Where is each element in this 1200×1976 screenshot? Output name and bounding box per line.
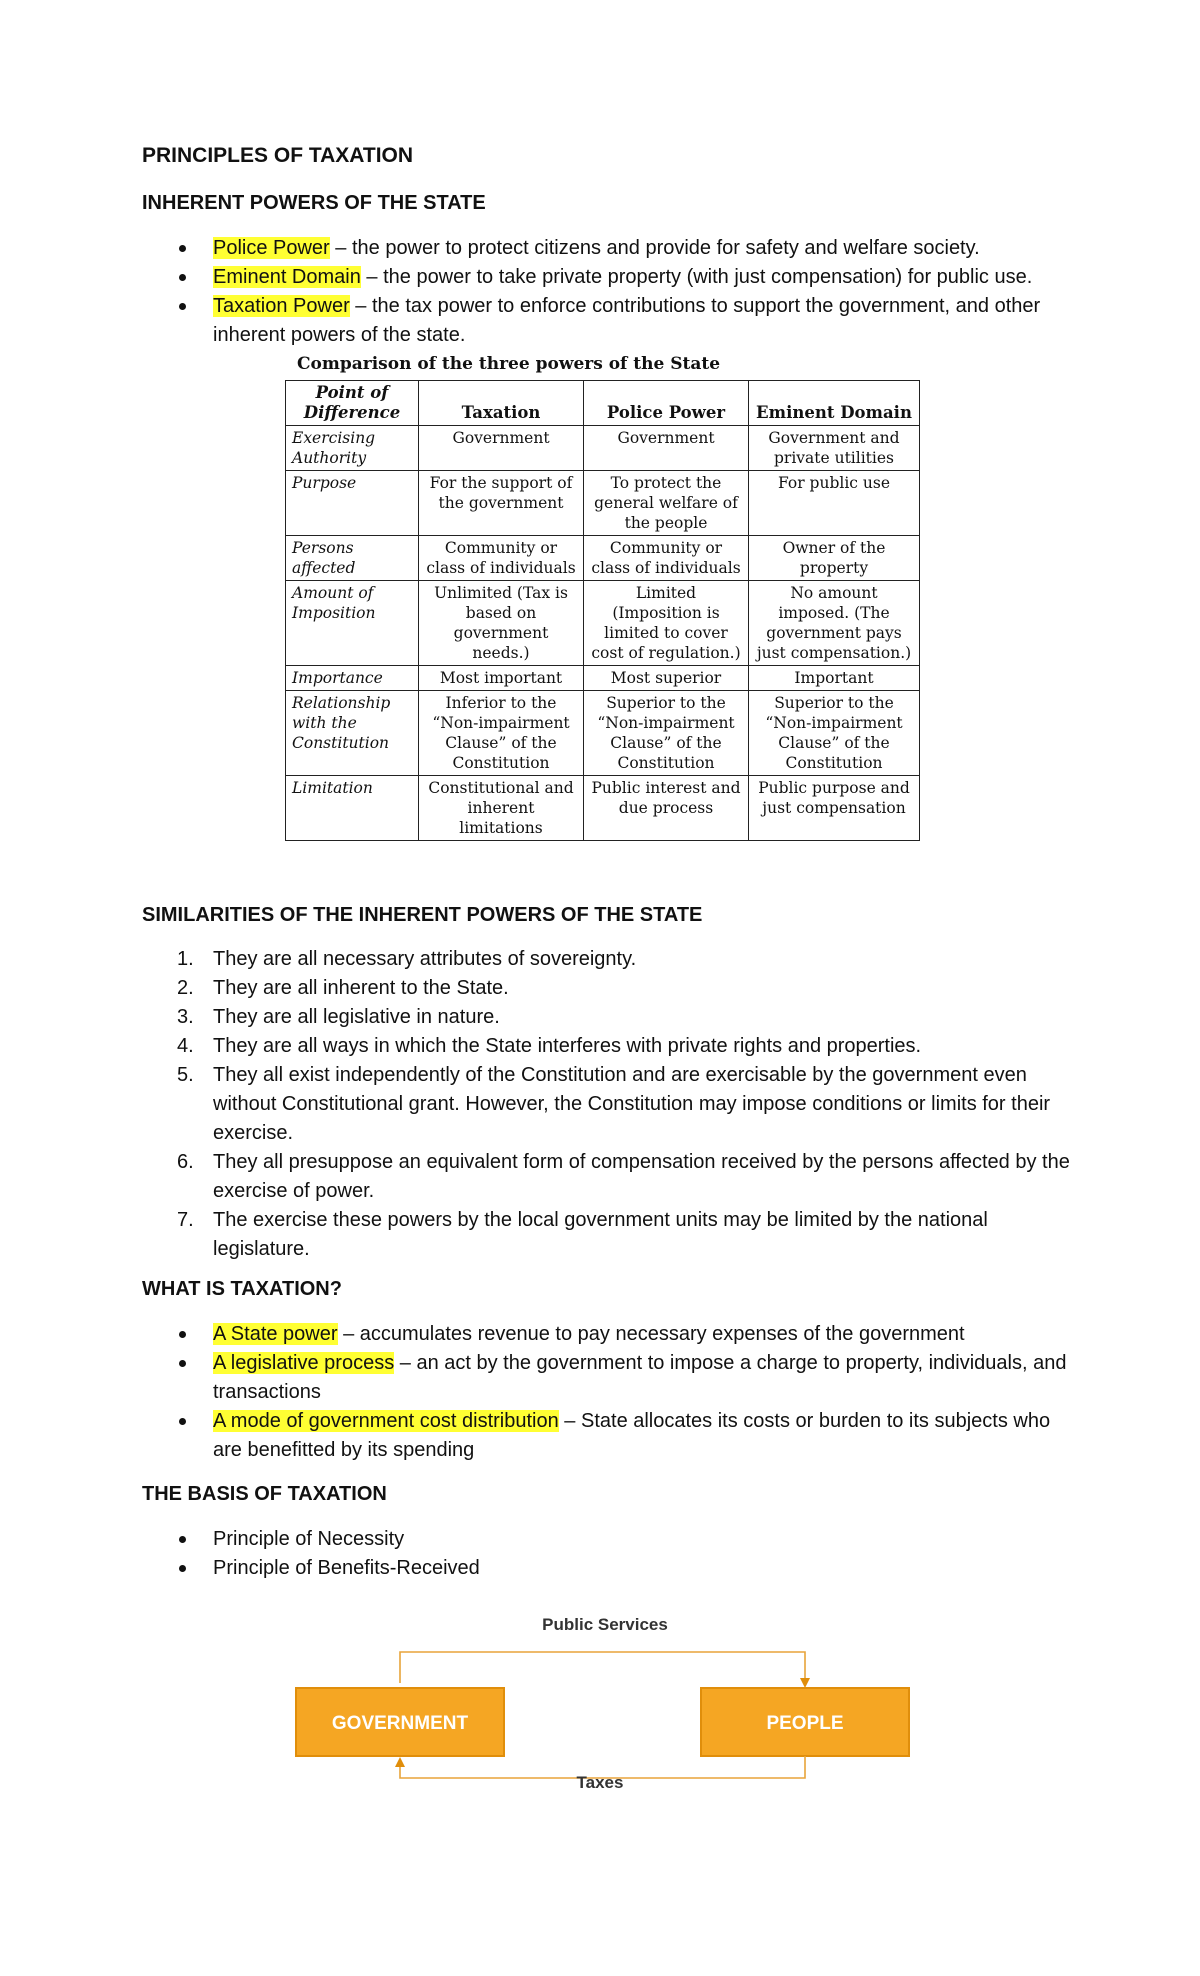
list-number: 6. <box>177 1151 194 1173</box>
column-header: Taxation <box>419 381 584 426</box>
table-cell: Superior to the “Non-impairment Clause” of the Constitution <box>584 691 749 776</box>
section-heading-what-is-taxation: WHAT IS TAXATION? <box>142 1278 342 1300</box>
table-cell: Important <box>749 666 920 691</box>
table-caption: Comparison of the three powers of the State <box>297 354 721 374</box>
flow-diagram-svg <box>285 1610 925 1790</box>
table-cell: Public purpose and just compensation <box>749 776 920 841</box>
list-number: 7. <box>177 1209 194 1231</box>
row-label: Relationship with the Constitution <box>286 691 419 776</box>
term-description: – State allocates its costs or burden to its subjects who are benefitted by its spending <box>213 1410 1051 1461</box>
column-header: Police Power <box>584 381 749 426</box>
row-label: Limitation <box>286 776 419 841</box>
table-cell: Government and private utilities <box>749 426 920 471</box>
basis-list <box>142 1525 1082 1583</box>
comparison-table-figure <box>285 354 925 841</box>
section-heading-inherent-powers: INHERENT POWERS OF THE STATE <box>142 192 486 214</box>
table-cell: For public use <box>749 471 920 536</box>
term-description: – the tax power to enforce contributions to support the government, and other inherent powers of the state. <box>213 295 1041 346</box>
list-item-text: They are all legislative in nature. <box>213 1006 500 1028</box>
list-item-text: They are all necessary attributes of sovereignty. <box>213 948 637 970</box>
arrow-head-icon <box>800 1678 810 1688</box>
term-description: – accumulates revenue to pay necessary expenses of the government <box>337 1323 965 1345</box>
table-cell: Public interest and due process <box>584 776 749 841</box>
page-title: PRINCIPLES OF TAXATION <box>142 144 414 167</box>
list-item <box>142 234 1082 263</box>
bullet-icon <box>179 1360 186 1367</box>
list-number: 1. <box>177 948 194 970</box>
list-item-text: The exercise these powers by the local government units may be limited by the national legislature. <box>213 1209 988 1260</box>
section-heading-similarities: SIMILARITIES OF THE INHERENT POWERS OF THE STATE <box>142 904 703 926</box>
highlighted-term: A mode of government cost distribution <box>213 1410 559 1432</box>
list-item <box>142 945 1082 974</box>
table-cell: Community or class of individuals <box>584 536 749 581</box>
list-item <box>142 974 1082 1003</box>
term-description: – the power to protect citizens and provide for safety and welfare society. <box>329 237 980 259</box>
list-item <box>142 1525 1082 1554</box>
highlighted-term: A State power <box>213 1323 338 1345</box>
table-row <box>286 471 920 536</box>
table-row <box>286 426 920 471</box>
list-item <box>142 1320 1082 1349</box>
row-label: Exercising Authority <box>286 426 419 471</box>
government-box-label: GOVERNMENT <box>331 1713 469 1734</box>
public-services-arrow-line <box>400 1652 805 1683</box>
bullet-icon <box>179 274 186 281</box>
list-number: 2. <box>177 977 194 999</box>
table-cell: Constitutional and inherent limitations <box>419 776 584 841</box>
table-row <box>286 536 920 581</box>
table-cell: Government <box>419 426 584 471</box>
list-item <box>142 292 1082 350</box>
table-cell: To protect the general welfare of the people <box>584 471 749 536</box>
table-row <box>286 666 920 691</box>
bullet-icon <box>179 303 186 310</box>
inherent-powers-list <box>142 234 1082 350</box>
term-description: – an act by the government to impose a charge to property, individuals, and transactions <box>213 1352 1067 1403</box>
list-number: 4. <box>177 1035 194 1057</box>
list-item <box>142 1061 1082 1148</box>
bullet-icon <box>179 1565 186 1572</box>
table-cell: No amount imposed. (The government pays just compensation.) <box>749 581 920 666</box>
highlighted-term: A legislative process <box>213 1352 395 1374</box>
arrow-head-icon <box>395 1757 405 1767</box>
similarities-list <box>142 945 1082 1264</box>
list-item-text: They all presuppose an equivalent form of compensation received by the persons affected by the exercise of power. <box>213 1151 1070 1202</box>
bullet-icon <box>179 1536 186 1543</box>
highlighted-term: Eminent Domain <box>213 266 361 288</box>
row-label: Amount of Imposition <box>286 581 419 666</box>
table-row <box>286 691 920 776</box>
comparison-table <box>285 380 920 841</box>
row-label: Persons affected <box>286 536 419 581</box>
list-item <box>142 1554 1082 1583</box>
list-item <box>142 1032 1082 1061</box>
edge-label-public-services: Public Services <box>542 1615 668 1634</box>
people-box-label: PEOPLE <box>766 1713 844 1734</box>
table-cell: Owner of the property <box>749 536 920 581</box>
section-heading-basis-of-taxation: THE BASIS OF TAXATION <box>142 1483 387 1505</box>
table-cell: Limited (Imposition is limited to cover cost of regulation.) <box>584 581 749 666</box>
list-item <box>142 1349 1082 1407</box>
taxation-flow-diagram <box>285 1610 925 1790</box>
edge-label-taxes: Taxes <box>576 1773 624 1790</box>
list-item <box>142 263 1082 292</box>
table-cell: Government <box>584 426 749 471</box>
term-description: – the power to take private property (with just compensation) for public use. <box>360 266 1033 288</box>
table-cell: For the support of the government <box>419 471 584 536</box>
list-item <box>142 1148 1082 1206</box>
table-cell: Superior to the “Non-impairment Clause” of the Constitution <box>749 691 920 776</box>
table-row <box>286 776 920 841</box>
table-cell: Unlimited (Tax is based on government needs.) <box>419 581 584 666</box>
bullet-icon <box>179 1418 186 1425</box>
highlighted-term: Taxation Power <box>213 295 350 317</box>
list-item <box>142 1206 1082 1264</box>
list-item-text: They all exist independently of the Constitution and are exercisable by the government even without Constitutional grant. However, the Constitution may impose conditions or limits for their exercise. <box>213 1064 1051 1144</box>
list-item-text: They are all inherent to the State. <box>213 977 509 999</box>
column-header: Point of Difference <box>286 381 419 426</box>
what-is-taxation-list <box>142 1320 1082 1465</box>
table-header-row <box>286 381 920 426</box>
list-number: 3. <box>177 1006 194 1028</box>
list-item-text: Principle of Necessity <box>213 1528 405 1550</box>
highlighted-term: Police Power <box>213 237 330 259</box>
column-header: Eminent Domain <box>749 381 920 426</box>
bullet-icon <box>179 245 186 252</box>
table-row <box>286 581 920 666</box>
bullet-icon <box>179 1331 186 1338</box>
list-item <box>142 1407 1082 1465</box>
row-label: Purpose <box>286 471 419 536</box>
table-cell: Most superior <box>584 666 749 691</box>
table-cell: Community or class of individuals <box>419 536 584 581</box>
table-cell: Inferior to the “Non-impairment Clause” of the Constitution <box>419 691 584 776</box>
table-cell: Most important <box>419 666 584 691</box>
list-number: 5. <box>177 1064 194 1086</box>
list-item <box>142 1003 1082 1032</box>
list-item-text: Principle of Benefits-Received <box>213 1557 480 1579</box>
list-item-text: They are all ways in which the State interferes with private rights and properties. <box>213 1035 922 1057</box>
row-label: Importance <box>286 666 419 691</box>
